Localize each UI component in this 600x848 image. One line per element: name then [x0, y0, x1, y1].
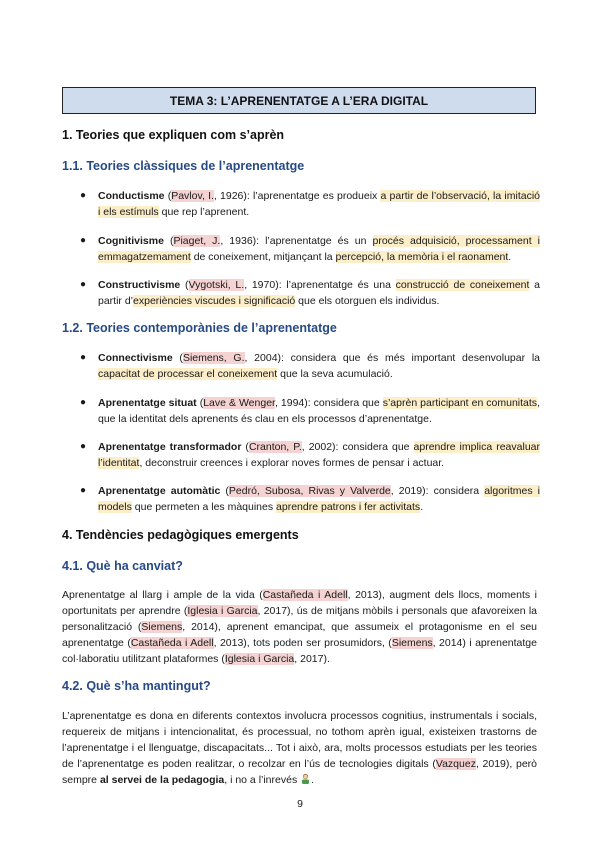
section-4-1-paragraph: Aprenentatge al llarg i ample de la vida (Castañeda i Adell, 2013), augment dels llocs, moments i oportunitats per aprendre (Iglesia i Garcia, 2017), ús de mitjans mòbils i personals que afavoreixen la personalització (Siemens, 2014), aprenent emancipat, que assumeix el protagonisme en el seu aprenentatge (Castañeda i Adell, 2013), tots poden ser prosumidors, (Siemens, 2014) i aprenentatge col·laboratiu utilitzant plataformes (Iglesia i Garcia, 2017).: [62, 589, 537, 665]
section-4-2-heading: 4.2. Què s’ha mantingut?: [62, 679, 211, 693]
document-page: TEMA 3: L’APRENENTATGE A L’ERA DIGITAL 1. Teories que expliquen com s’aprèn 1.1. Teories clàssiques de l’aprenentatge ● Conductisme (Pavlov, I., 1926): l’aprenentatge es produeix a partir de l’observació, la imitació i els estímuls que rep l’aprenent. ● Cognitivisme (Piaget, J., 1936): l’aprenentatge és un procés adquisició, processament i emmagatzemament de coneixement, mitjançant la percepció, la memòria i el raonament. ● Constructivisme (Vygotski, L., 1970): l’aprenentatge és una construcció de coneixement a partir d’experiències viscudes i significació que els otorguen els individus. 1.2. Teories contemporànies de l’aprenentatge ● Connectivisme (Siemens, G., 2004): considera que és més important desenvolupar la capacitat de processar el coneixement que la seva acumulació. ● Aprenentatge situat (Lave & Wenger, 1994): considera que s’aprèn participant en comunitats, que la identitat dels aprenents és clau en els processos d’aprenentatge. ● Aprenentatge transformador (Cranton, P., 2002): considera que aprendre implica reavaluar l’identitat, deconstruir creences i explorar noves formes de pensar i actuar. ● Aprenentatge automàtic (Pedró, Subosa, Rivas y Valverde, 2019): considera algoritmes i models que permeten a les màquines aprendre patrons i fer activitats. 4. Tendències pedagògiques emergents 4.1. Què ha canviat? Aprenentatge al llarg i ample de la vida (Castañeda i Adell, 2013), augment dels llocs, moments i oportunitats per aprendre (Iglesia i Garcia, 2017), ús de mitjans mòbils i personals que afavoreixen la personalització (Siemens, 2014), aprenent emancipat, que assumeix el protagonisme en el seu aprenentatge (Castañeda i Adell, 2013), tots poden ser prosumidors, (Siemens, 2014) i aprenentatge col·laboratiu utilitzant plataformes (Iglesia i Garcia, 2017). 4.2. Què s’ha mantingut? L’aprenentatge es dona en diferents contextos involucra processos cognitius, instrumentals i socials, requereix de mitjans i intencionalitat, és processual, no tothom aprèn igual, existeixen trastorns de l’aprenentatge i el llenguatge, discapacitats... Tot i això, ara, molts processos estudiats per les teories de l’aprenentatge es poden realitzar, o recolzar en l’ús de tecnologies digitals (Vazquez, 2019), però sempre al servei de la pedagogia, i no a l’inrevés . 9: [0, 0, 600, 848]
section-4-2-paragraph: L’aprenentatge es dona en diferents contextos involucra processos cognitius, instrumentals i socials, requereix de mitjans i intencionalitat, és processual, no tothom aprèn igual, existeixen trastorns de l’aprenentatge i el llenguatge, discapacitats... Tot i això, ara, molts processos estudiats per les teories de l’aprenentatge es poden realitzar, o recolzar en l’ús de tecnologies digitals (Vazquez, 2019), però sempre al servei de la pedagogia, i no a l’inrevés .: [62, 710, 537, 786]
section-1-1-heading: 1.1. Teories clàssiques de l’aprenentatge: [62, 159, 305, 173]
person-emoji-icon: [300, 773, 311, 784]
page-title: TEMA 3: L’APRENENTATGE A L’ERA DIGITAL: [62, 87, 536, 114]
section-1-2-heading: 1.2. Teories contemporànies de l’aprenentatge: [62, 321, 337, 335]
page-number: 9: [297, 798, 303, 810]
section-4-1-heading: 4.1. Què ha canviat?: [62, 559, 183, 573]
section-1-heading: 1. Teories que expliquen com s’aprèn: [62, 128, 285, 142]
section-4-heading: 4. Tendències pedagògiques emergents: [62, 528, 299, 542]
